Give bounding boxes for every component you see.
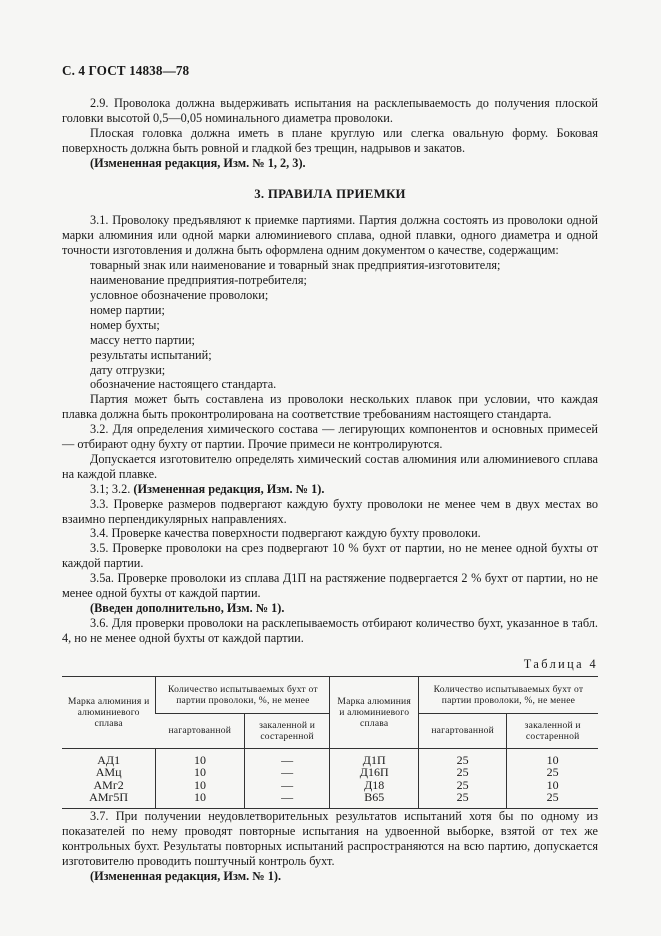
hard-cell: — [244, 779, 330, 792]
hard-cell: — [244, 748, 330, 766]
col-cold-worked-header: нагартованной [418, 713, 506, 748]
paragraph-flat-head: Плоская головка должна иметь в плане круглую или слегка овальную форму. Боковая поверхность должна быть ровной и гладкой без трещин, надрывов и закатов. [62, 125, 598, 155]
paragraph-3-5a: 3.5а. Проверке проволоки из сплава Д1П на растяжение подвергается 2 % бухт от партии, но не менее одной бухты от каждой партии. [62, 571, 598, 601]
paragraph-3-4: 3.4. Проверке качества поверхности подвергают каждую бухту проволоки. [90, 526, 481, 541]
cold-cell: 25 [418, 748, 506, 766]
hard-cell: — [244, 791, 330, 808]
list-item: обозначение настоящего стандарта. [90, 377, 277, 392]
cold-cell: 10 [156, 779, 244, 792]
cold-cell: 10 [156, 791, 244, 808]
grade-cell: Д1П [330, 748, 418, 766]
amendment-added: (Введен дополнительно, Изм. № 1). [90, 601, 285, 615]
grade-cell: В65 [330, 791, 418, 808]
paragraph-3-2: 3.2. Для определения химического состава — легирующих компонентов и основных примесей — отбирают одну бухту от партии. Прочие примеси не контролируются. [62, 422, 598, 452]
paragraph-3-7: 3.7. При получении неудовлетворительных результатов испытаний хотя бы по одному из показателей по нему проводят повторные испытания на удвоенной выборке, взятой от тех же контрольных бухт. Результаты повторных испытаний распространяются на всю партию, допускается изготовителю проводить поштучный контроль бухт. [62, 809, 598, 868]
list-item: результаты испытаний; [90, 347, 212, 362]
amendment-last: (Измененная редакция, Изм. № 1). [90, 868, 282, 883]
list-item: наименование предприятия-потребителя; [90, 273, 307, 288]
grade-cell: АМц [95, 765, 122, 780]
cold-cell: 10 [156, 766, 244, 779]
col-grade-header: Марка алюминия и алюминиевого сплава [330, 676, 418, 748]
table-row [62, 779, 598, 792]
cold-cell: 25 [418, 766, 506, 779]
paragraph-3-1: 3.1. Проволоку предъявляют к приемке партиями. Партия должна состоять из проволоки одной марки алюминия или одной марки алюминиевого сплава, одной плавки, одного диаметра и одной точности изготовления и должна быть оформлена одним документом о качестве, содержащим: [62, 213, 598, 258]
paragraph-3-3: 3.3. Проверке размеров подвергают каждую бухту проволоки не менее чем в двух местах во взаимно перпендикулярных направлениях. [62, 496, 598, 526]
col-hardened-header: закаленной и состаренной [507, 713, 598, 748]
cold-cell: 25 [418, 791, 506, 808]
grade-cell: АМг5П [62, 791, 156, 808]
hard-cell: 10 [507, 748, 598, 766]
document-body [62, 96, 598, 884]
amend-bold: (Измененная редакция, Изм. № 1). [133, 481, 325, 496]
paragraph-party: Партия может быть составлена из проволоки нескольких плавок при условии, что каждая плавка должна быть проконтролирована на соответствие требованиям настоящего стандарта. [62, 392, 598, 422]
col-grade-header: Марка алюминия и алюминиевого сплава [62, 676, 156, 748]
hard-cell: 10 [507, 779, 598, 792]
paragraph-3-5: 3.5. Проверке проволоки на срез подвергают 10 % бухт от партии, но не менее одной бухты от каждой партии. [62, 541, 598, 571]
hard-cell: — [244, 766, 330, 779]
col-cold-worked-header: нагартованной [156, 713, 244, 748]
paragraph-amend-3-1 [62, 482, 598, 497]
col-qty-header: Количество испытываемых бухт от партии проволоки, %, не менее [156, 676, 330, 713]
paragraph-2-9: 2.9. Проволока должна выдерживать испытания на расклепываемость до получения плоской головки высотой 0,5—0,05 номинального диаметра проволоки. [62, 96, 598, 125]
cold-cell: 10 [156, 748, 244, 766]
list-item: условное обозначение проволоки; [90, 287, 269, 302]
amend-prefix: 3.1; 3.2. [90, 481, 134, 496]
section-title: 3. ПРАВИЛА ПРИЕМКИ [254, 186, 406, 201]
table-row [62, 748, 598, 766]
col-hardened-header: закаленной и состаренной [244, 713, 330, 748]
list-item: массу нетто партии; [90, 332, 195, 347]
table-row [62, 791, 598, 808]
hard-cell: 25 [507, 791, 598, 808]
cold-cell: 25 [418, 779, 506, 792]
table-caption: Таблица 4 [523, 656, 598, 671]
paragraph-3-6: 3.6. Для проверки проволоки на расклепываемость отбирают количество бухт, указанное в табл. 4, но не менее одной бухты от каждой партии. [62, 615, 598, 645]
list-item: номер бухты; [90, 317, 160, 332]
grade-cell: Д16П [330, 766, 418, 779]
list-item: номер партии; [90, 302, 165, 317]
table-4 [62, 676, 598, 809]
paragraph-allowed: Допускается изготовителю определять химический состав алюминия или алюминиевого сплава на каждой плавке. [62, 451, 598, 481]
list-item: дату отгрузки; [90, 362, 166, 377]
table-row [62, 766, 598, 779]
grade-cell: Д18 [330, 779, 418, 792]
hard-cell: 25 [507, 766, 598, 779]
amendment-note: (Измененная редакция, Изм. № 1, 2, 3). [90, 155, 306, 170]
page-header: С. 4 ГОСТ 14838—78 [62, 63, 190, 78]
list-item: товарный знак или наименование и товарный знак предприятия-изготовителя; [90, 258, 501, 273]
grade-cell: АМг2 [93, 777, 124, 792]
col-qty-header: Количество испытываемых бухт от партии проволоки, %, не менее [418, 676, 598, 713]
grade-cell: АД1 [97, 752, 121, 767]
